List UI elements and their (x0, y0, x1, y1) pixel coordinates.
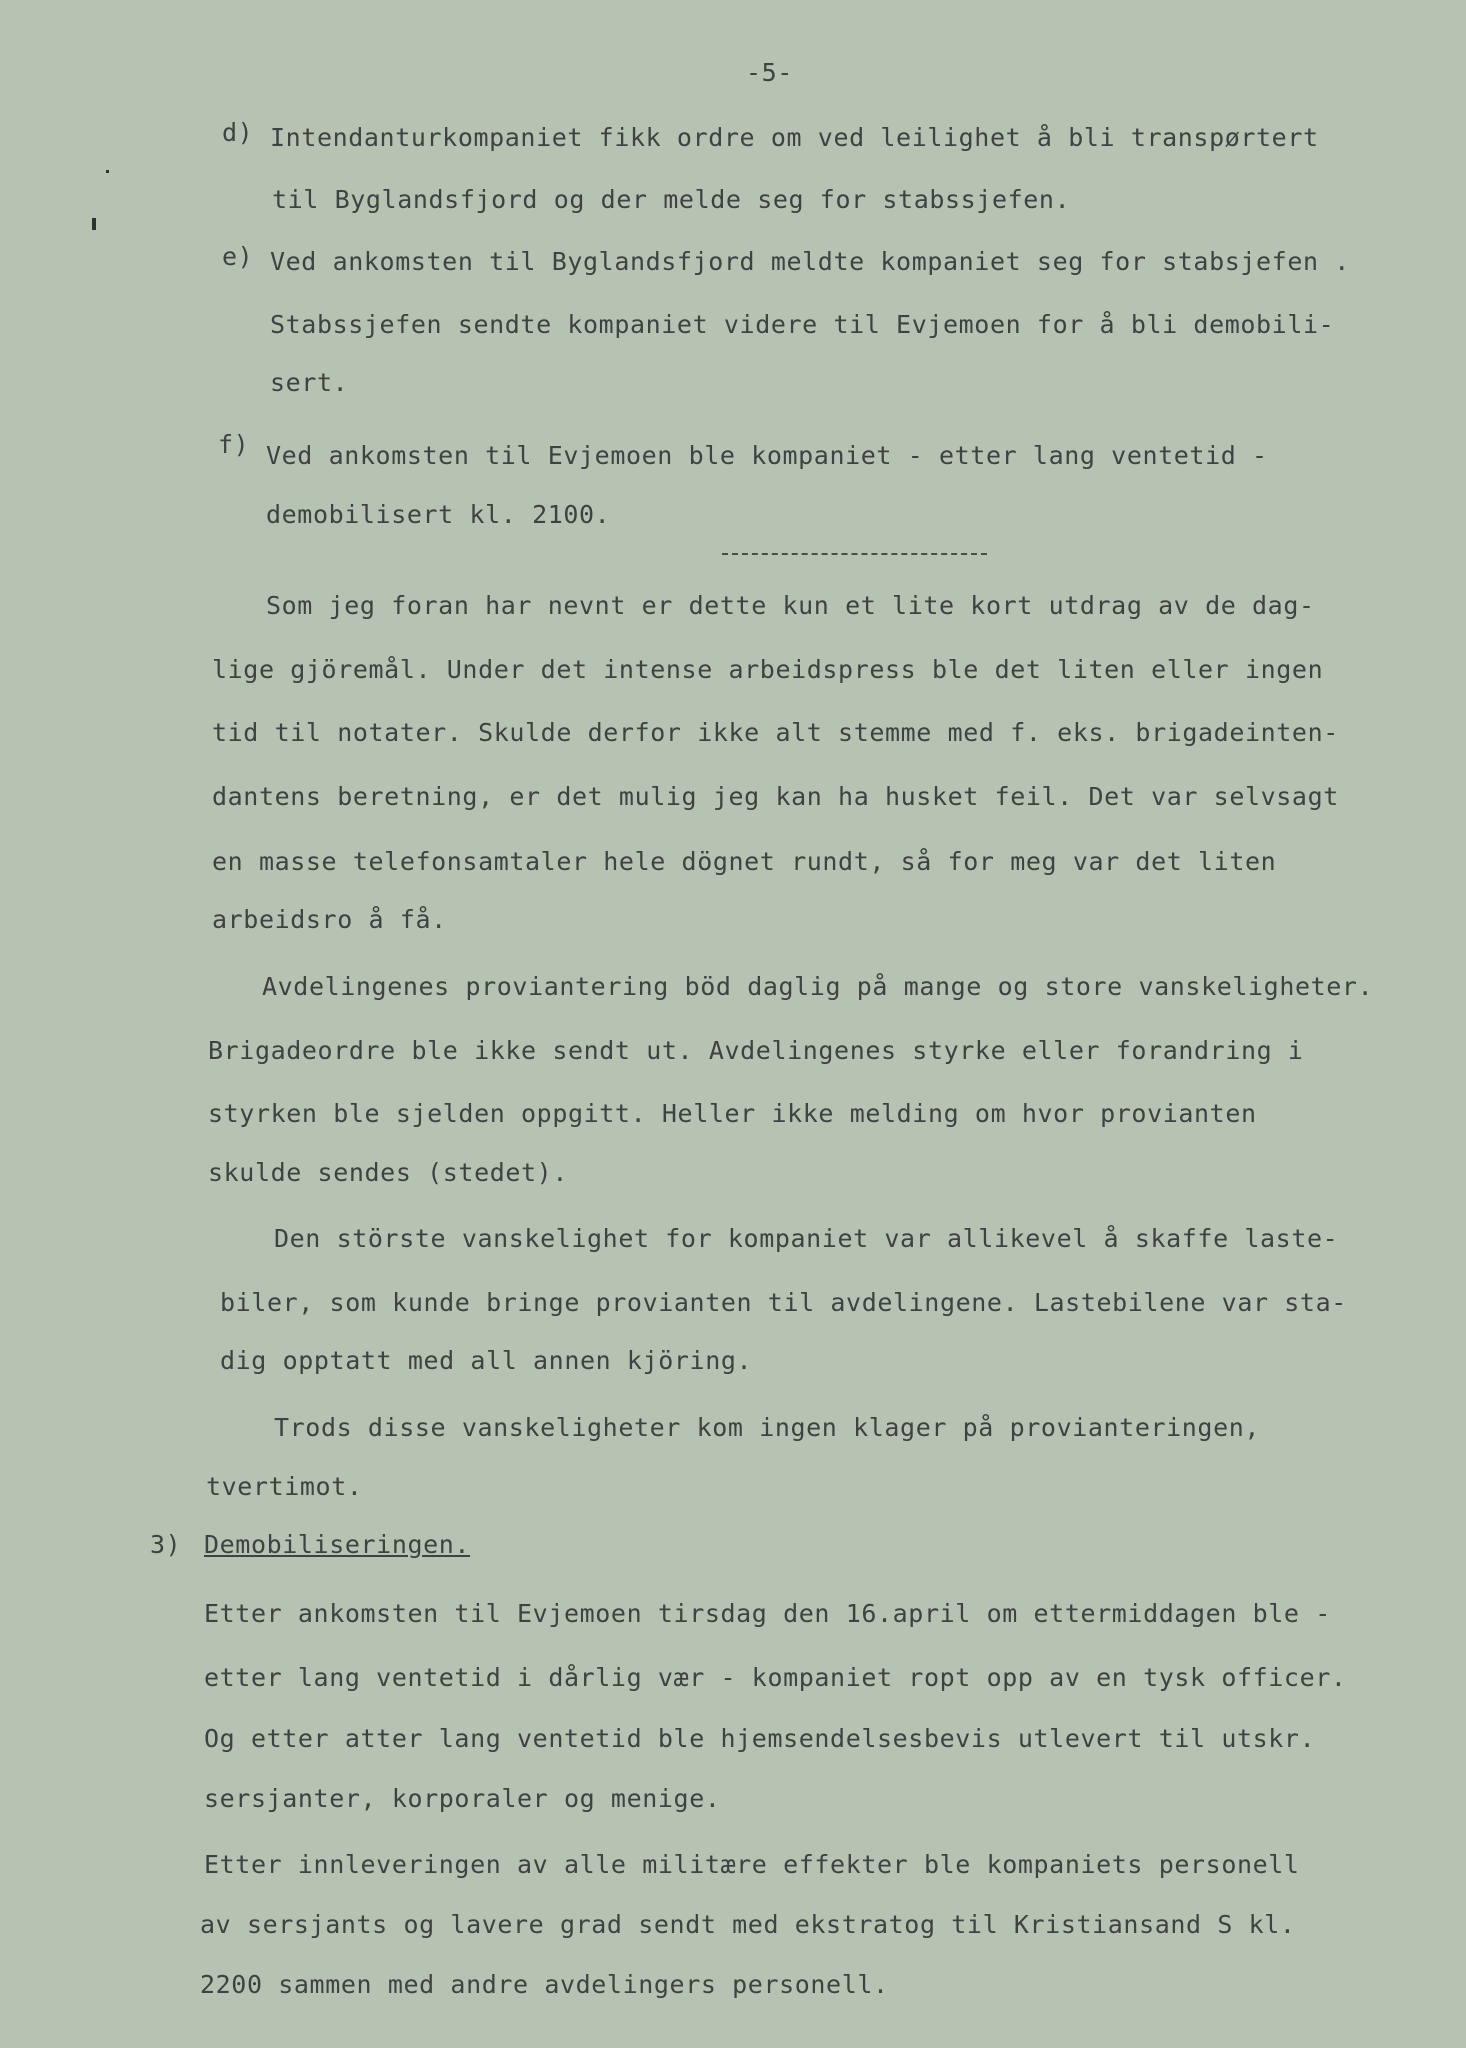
item-f-label: f) (218, 430, 250, 459)
paragraph-3-line-2: biler, som kunde bringe provianten til avdelingene. Lastebilene var sta- (220, 1288, 1347, 1317)
paragraph-1-line-5: en masse telefonsamtaler hele dögnet rundt, så for meg var det liten (212, 847, 1277, 876)
paragraph-2-line-2: Brigadeordre ble ikke sendt ut. Avdelingenes styrke eller forandring i (208, 1036, 1304, 1065)
paragraph-3-line-1: Den störste vanskelighet for kompaniet var allikevel å skaffe laste- (274, 1224, 1339, 1253)
section-paragraph-1-line-1: Etter ankomsten til Evjemoen tirsdag den 16.april om ettermiddagen ble - (204, 1599, 1331, 1628)
paragraph-2-line-3: styrken ble sjelden oppgitt. Heller ikke melding om hvor provianten (208, 1099, 1257, 1128)
separator-line (722, 553, 987, 555)
paragraph-2-line-1: Avdelingenes proviantering böd daglig på mange og store vanskeligheter. (262, 972, 1374, 1001)
section-paragraph-1-line-4: sersjanter, korporaler og menige. (204, 1784, 721, 1813)
section-number: 3) (150, 1530, 182, 1559)
paragraph-1-line-3: tid til notater. Skulde derfor ikke alt stemme med f. eks. brigadeinten- (212, 718, 1339, 747)
paragraph-1-line-1: Som jeg foran har nevnt er dette kun et lite kort utdrag av de dag- (266, 591, 1315, 620)
item-d-line-2: til Byglandsfjord og der melde seg for stabssjefen. (272, 185, 1071, 214)
item-d-label: d) (222, 118, 254, 147)
item-d-line-1: Intendanturkompaniet fikk ordre om ved leilighet å bli transpørtert (270, 123, 1319, 152)
section-paragraph-1-line-2: etter lang ventetid i dårlig vær - kompaniet ropt opp av en tysk officer. (204, 1663, 1347, 1692)
section-heading: Demobiliseringen. (204, 1530, 471, 1559)
section-paragraph-1-line-3: Og etter atter lang ventetid ble hjemsendelsesbevis utlevert til utskr. (204, 1724, 1316, 1753)
section-paragraph-2-line-1: Etter innleveringen av alle militære effekter ble kompaniets personell (204, 1850, 1300, 1879)
item-e-line-3: sert. (270, 368, 349, 397)
paragraph-1-line-6: arbeidsro å få. (212, 905, 447, 934)
paragraph-2-line-4: skulde sendes (stedet). (208, 1158, 568, 1187)
paragraph-4-line-2: tvertimot. (206, 1472, 363, 1501)
item-e-line-2: Stabssjefen sendte kompaniet videre til Evjemoen for å bli demobili- (270, 310, 1335, 339)
margin-dot (106, 170, 109, 173)
section-paragraph-2-line-3: 2200 sammen med andre avdelingers personell. (200, 1970, 889, 1999)
item-e-line-1: Ved ankomsten til Byglandsfjord meldte kompaniet seg for stabsjefen . (270, 247, 1350, 276)
section-paragraph-2-line-2: av sersjants og lavere grad sendt med ekstratog til Kristiansand S kl. (200, 1910, 1296, 1939)
item-f-line-2: demobilisert kl. 2100. (266, 500, 611, 529)
paragraph-3-line-3: dig opptatt med all annen kjöring. (220, 1346, 753, 1375)
paragraph-4-line-1: Trods disse vanskeligheter kom ingen klager på provianteringen, (274, 1413, 1261, 1442)
paragraph-1-line-4: dantens beretning, er det mulig jeg kan ha husket feil. Det var selvsagt (212, 782, 1339, 811)
margin-mark (92, 218, 96, 230)
page-number: -5- (746, 58, 793, 87)
paragraph-1-line-2: lige gjöremål. Under det intense arbeidspress ble det liten eller ingen (212, 655, 1324, 684)
item-f-line-1: Ved ankomsten til Evjemoen ble kompaniet - etter lang ventetid - (266, 441, 1268, 470)
item-e-label: e) (222, 242, 254, 271)
